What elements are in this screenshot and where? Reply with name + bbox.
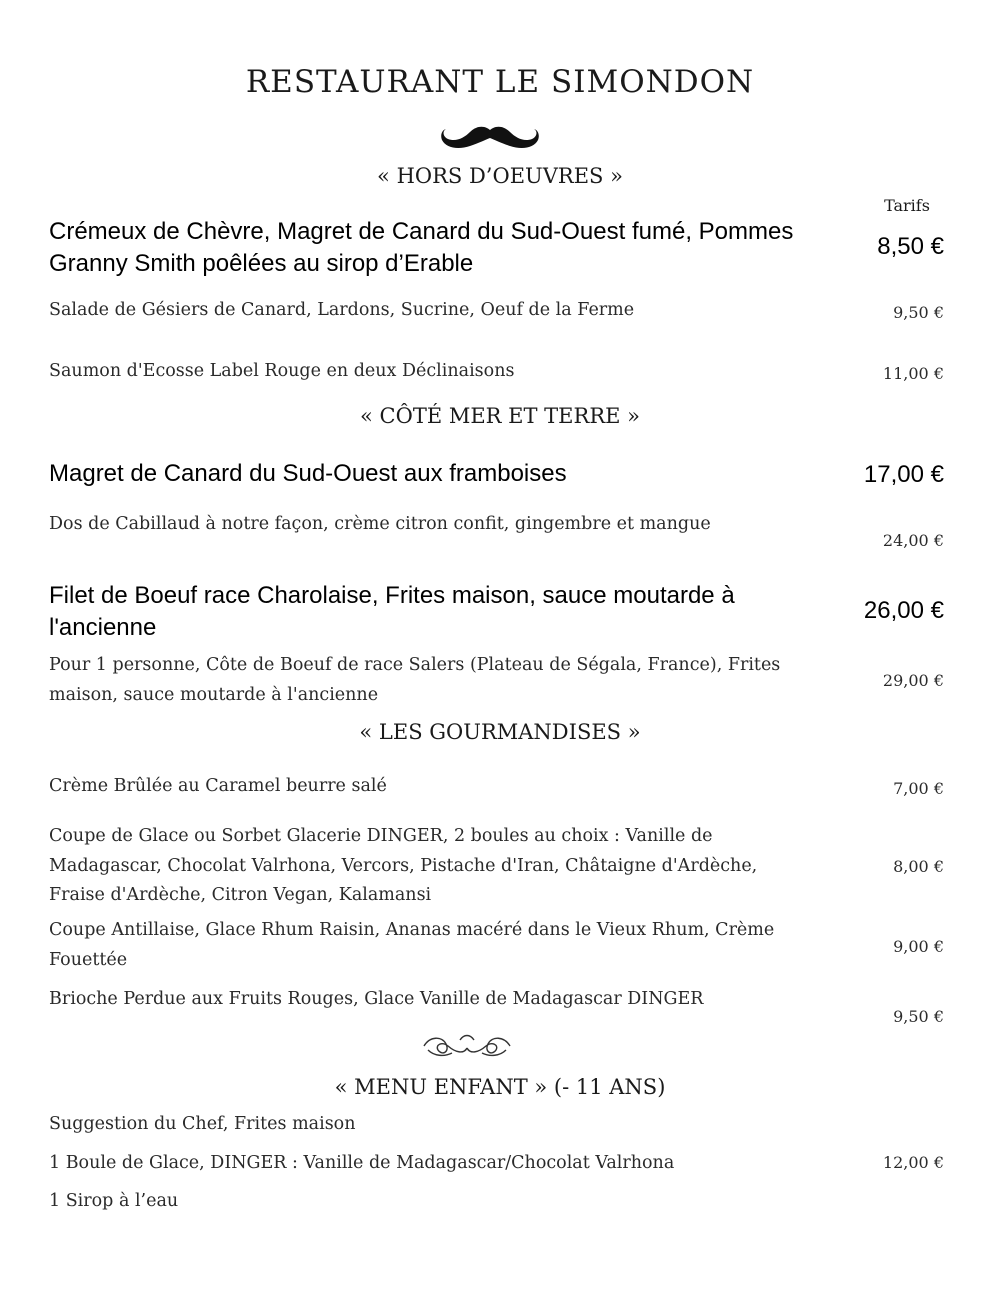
- price-creme-brulee: 7,00 €: [893, 779, 944, 798]
- price-cabillaud: 24,00 €: [882, 531, 944, 550]
- restaurant-title: RESTAURANT LE SIMONDON: [245, 64, 755, 100]
- menu-item-cremeux: Crémeux de Chèvre, Magret de Canard du Sud-Ouest fumé, Pommes Granny Smith poêlées au sirop d’Erable: [49, 218, 794, 277]
- price-saumon: 11,00 €: [882, 364, 944, 383]
- section-hors-doeuvres: « HORS D’OEUVRES »: [377, 164, 623, 188]
- price-magret: 17,00 €: [863, 461, 944, 488]
- menu-item-cabillaud: Dos de Cabillaud à notre façon, crème citron confit, gingembre et mangue: [49, 514, 711, 534]
- mustache-icon: [438, 120, 542, 156]
- price-coupe-antillaise: 9,00 €: [893, 937, 944, 956]
- price-cremeux: 8,50 €: [877, 233, 944, 260]
- price-filet-boeuf: 26,00 €: [863, 597, 944, 624]
- menu-item-creme-brulee: Crème Brûlée au Caramel beurre salé: [49, 776, 387, 796]
- menu-enfant-line-2: 1 Boule de Glace, DINGER : Vanille de Madagascar/Chocolat Valrhona: [49, 1153, 675, 1173]
- tarifs-label: Tarifs: [884, 196, 930, 215]
- price-coupe-glace: 8,00 €: [893, 857, 944, 876]
- menu-enfant-line-3: 1 Sirop à l’eau: [49, 1191, 179, 1211]
- section-cote-mer-terre: « CÔTÉ MER ET TERRE »: [360, 404, 640, 428]
- menu-item-brioche: Brioche Perdue aux Fruits Rouges, Glace Vanille de Madagascar DINGER: [49, 989, 704, 1009]
- section-menu-enfant: « MENU ENFANT » (- 11 ANS): [334, 1075, 666, 1099]
- price-brioche: 9,50 €: [893, 1007, 944, 1026]
- section-gourmandises: « LES GOURMANDISES »: [359, 720, 641, 744]
- menu-item-coupe-glace: Coupe de Glace ou Sorbet Glacerie DINGER, 2 boules au choix : Vanille de Madagascar, Chocolat Valrhona, Vercors, Pistache d'Iran, Châtaigne d'Ardèche, Fraise d'Ardèche, Citron Vegan, Kalamansi: [49, 826, 758, 905]
- price-cote-boeuf: 29,00 €: [882, 671, 944, 690]
- price-menu-enfant: 12,00 €: [882, 1153, 944, 1172]
- menu-item-salade: Salade de Gésiers de Canard, Lardons, Sucrine, Oeuf de la Ferme: [49, 300, 635, 320]
- menu-enfant-line-1: Suggestion du Chef, Frites maison: [49, 1114, 356, 1134]
- menu-item-cote-boeuf: Pour 1 personne, Côte de Boeuf de race Salers (Plateau de Ségala, France), Frites maison, sauce moutarde à l'ancienne: [49, 655, 781, 705]
- price-salade: 9,50 €: [893, 303, 944, 322]
- menu-item-filet-boeuf: Filet de Boeuf race Charolaise, Frites maison, sauce moutarde à l'ancienne: [49, 582, 735, 641]
- menu-item-magret: Magret de Canard du Sud-Ouest aux framboises: [49, 460, 567, 487]
- menu-item-saumon: Saumon d'Ecosse Label Rouge en deux Déclinaisons: [49, 361, 515, 381]
- menu-item-coupe-antillaise: Coupe Antillaise, Glace Rhum Raisin, Ananas macéré dans le Vieux Rhum, Crème Fouettée: [49, 920, 775, 970]
- flourish-icon: [420, 1026, 514, 1062]
